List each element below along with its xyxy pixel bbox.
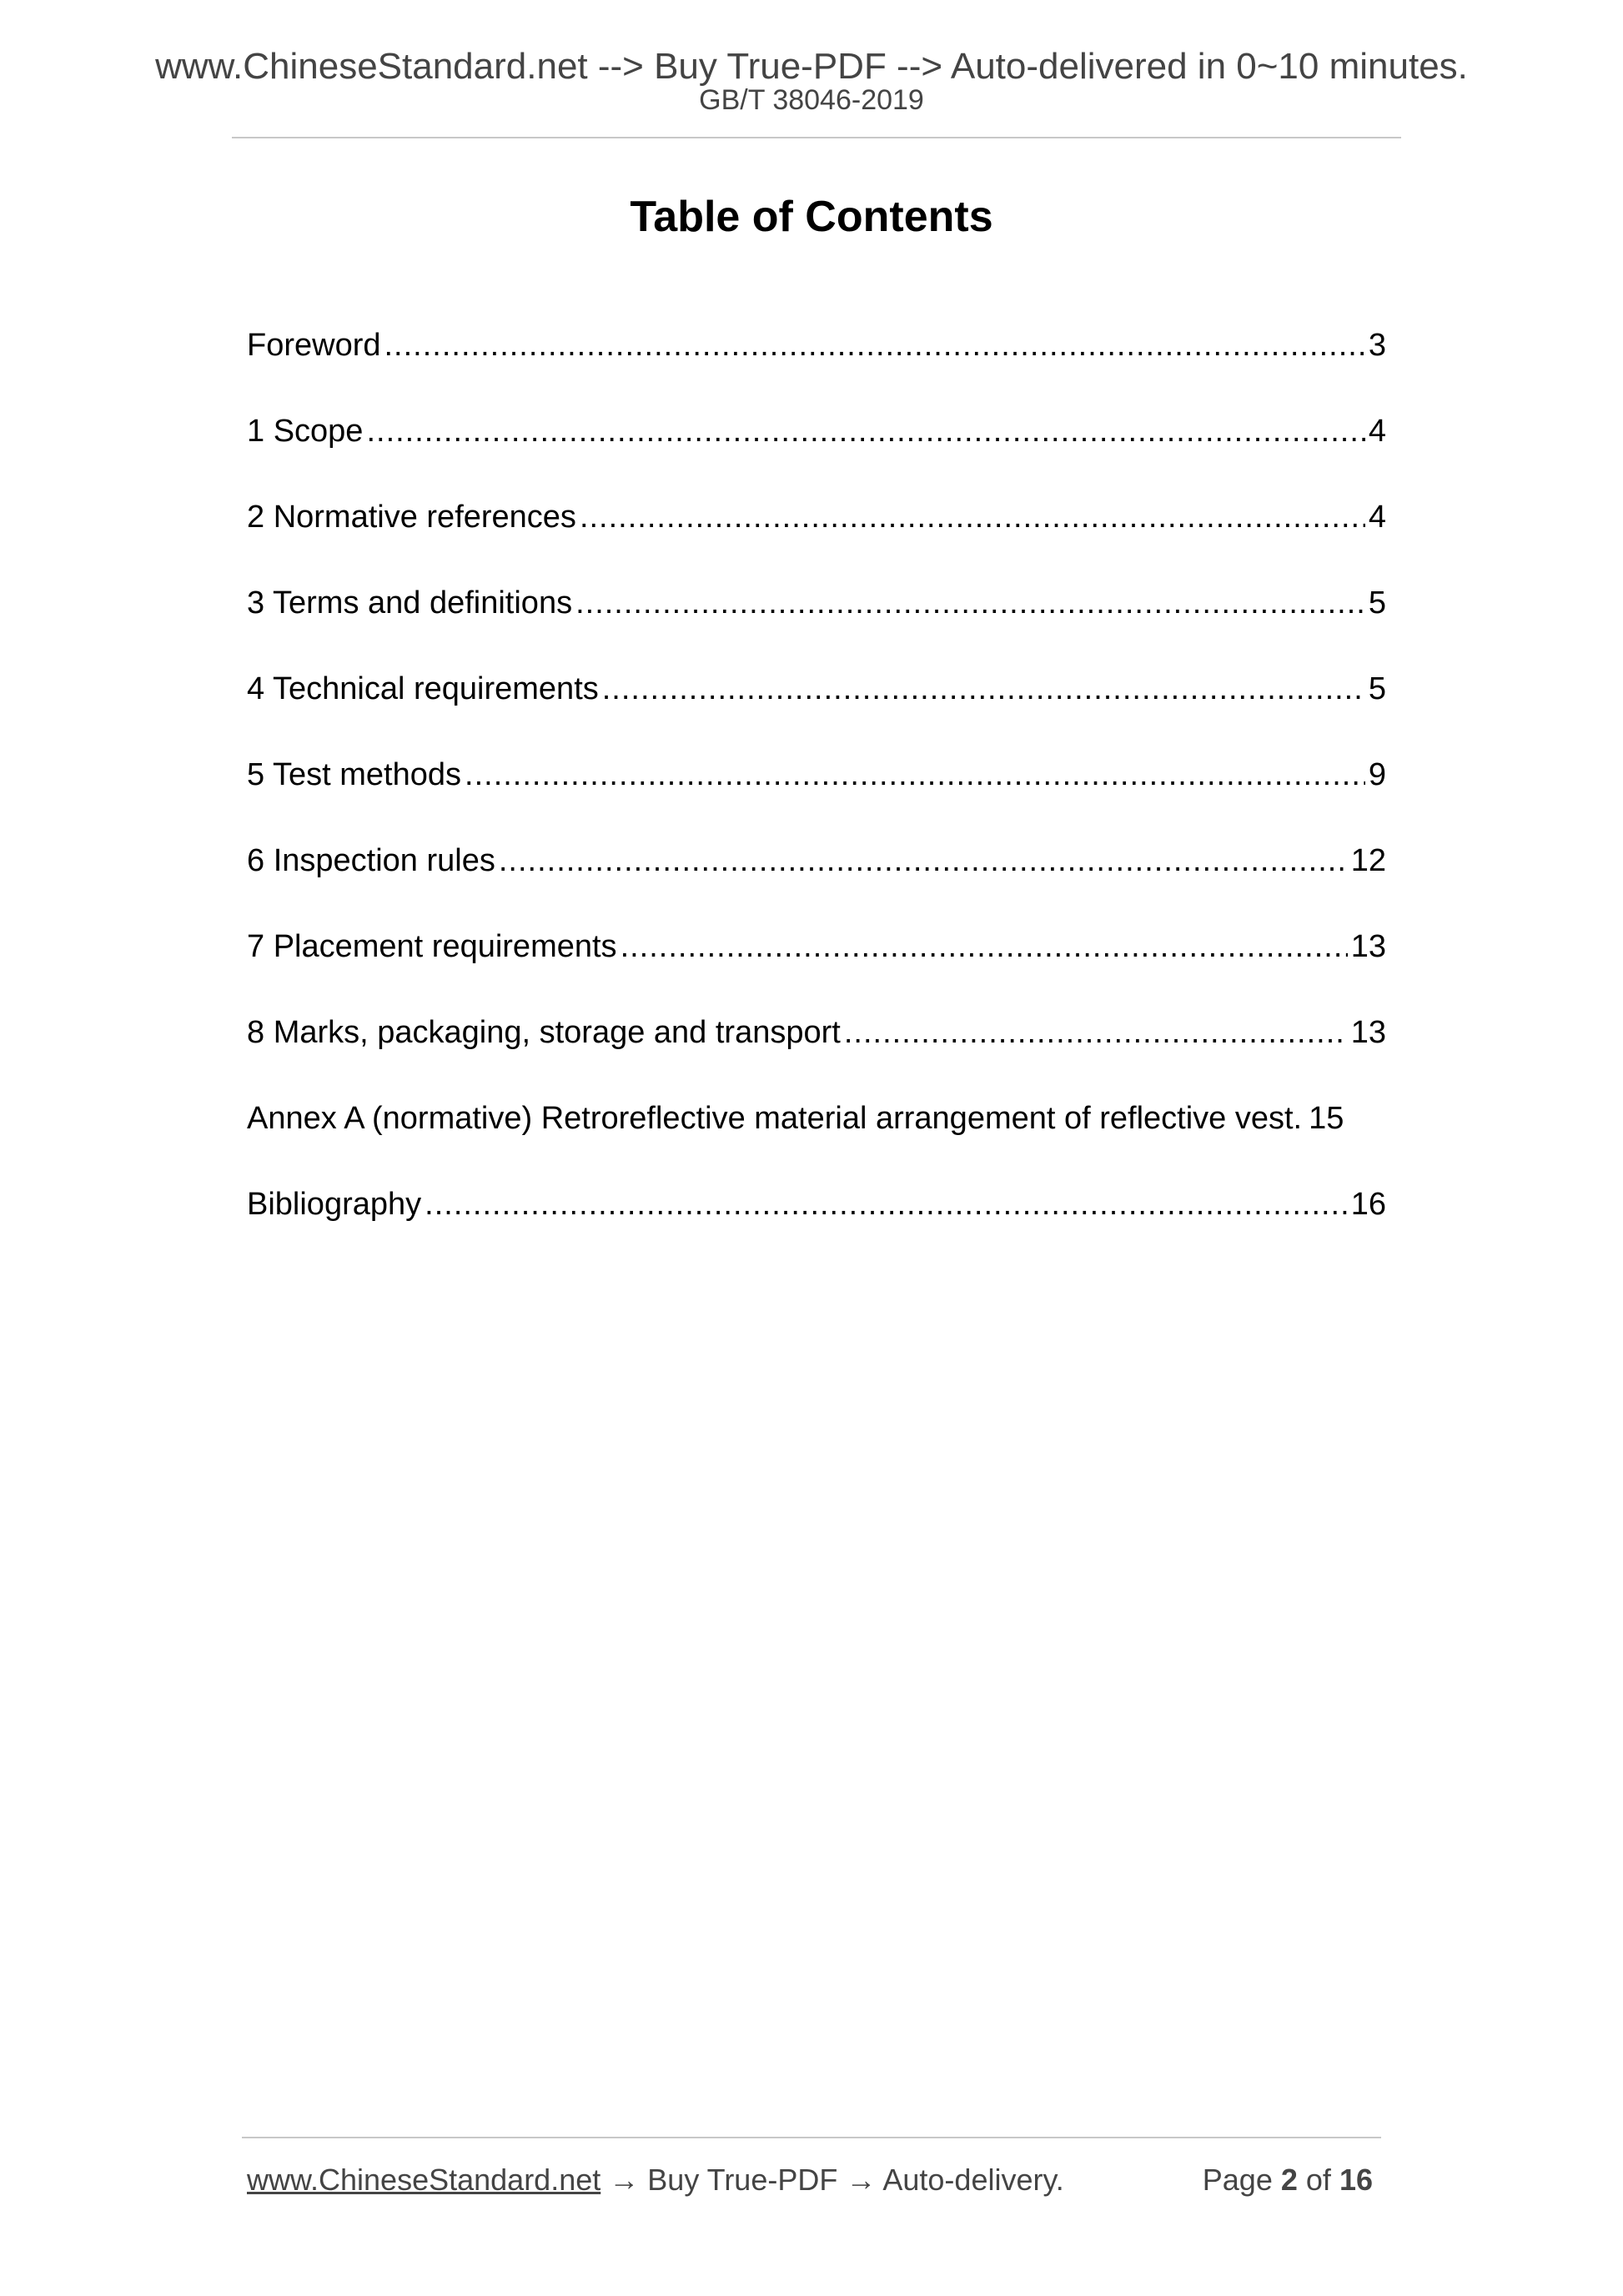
toc-entry-scope[interactable] <box>247 409 1386 495</box>
page-footer <box>247 2160 1381 2200</box>
toc-entry-technical-requirements[interactable] <box>247 667 1386 753</box>
toc-entry-label: Bibliography <box>247 1187 422 1222</box>
toc-entry-label: Foreword <box>247 328 381 363</box>
arrow-right-icon: → <box>609 2163 640 2197</box>
toc-entry-marks-packaging[interactable] <box>247 1011 1386 1097</box>
toc-entry-placement-requirements[interactable] <box>247 925 1386 1011</box>
toc-entry-label: 3 Terms and definitions <box>247 585 573 620</box>
toc-entry-inspection-rules[interactable] <box>247 839 1386 925</box>
toc-entry-test-methods[interactable] <box>247 753 1386 839</box>
auto-delivery-text: Auto-delivery. <box>882 2163 1064 2197</box>
toc-entry-label: 8 Marks, packaging, storage and transport <box>247 1015 841 1050</box>
toc-leader-dots <box>844 1011 1348 1054</box>
table-of-contents <box>247 324 1386 1269</box>
toc-leader-dots <box>580 495 1365 539</box>
toc-leader-dots <box>499 839 1348 882</box>
toc-entry-page: 4 <box>1368 500 1386 535</box>
toc-entry-label: 7 Placement requirements <box>247 929 617 964</box>
toc-entry-terms-definitions[interactable] <box>247 581 1386 667</box>
toc-entry-page: 12 <box>1350 843 1386 878</box>
toc-entry-page: 5 <box>1368 585 1386 620</box>
toc-leader-dots <box>621 925 1348 968</box>
current-page-number: 2 <box>1280 2163 1298 2197</box>
toc-entry-foreword[interactable] <box>247 324 1386 409</box>
page-title: Table of Contents <box>630 193 993 241</box>
buy-true-pdf-text: Buy True-PDF <box>647 2163 838 2197</box>
toc-entry-page: 15 <box>1309 1101 1344 1136</box>
toc-entry-page: 9 <box>1368 757 1386 792</box>
toc-leader-dots <box>575 581 1365 625</box>
toc-entry-page: 13 <box>1350 1015 1386 1050</box>
toc-entry-page: 5 <box>1368 671 1386 706</box>
toc-entry-label: Annex A (normative) Retroreflective material arrangement of reflective vest. <box>247 1101 1303 1136</box>
toc-entry-page: 4 <box>1368 414 1386 449</box>
toc-entry-label: 4 Technical requirements <box>247 671 599 706</box>
toc-entry-label: 2 Normative references <box>247 500 576 535</box>
total-pages-number: 16 <box>1339 2163 1373 2197</box>
website-link[interactable]: www.ChineseStandard.net <box>247 2163 601 2197</box>
toc-entry-page: 3 <box>1368 328 1386 363</box>
toc-entry-label: 5 Test methods <box>247 757 462 792</box>
toc-leader-dots <box>384 324 1365 367</box>
toc-entry-normative-references[interactable] <box>247 495 1386 581</box>
of-word: of <box>1305 2163 1331 2197</box>
toc-entry-page: 13 <box>1350 929 1386 964</box>
footer-promo <box>247 2160 1064 2200</box>
toc-leader-dots <box>602 667 1365 711</box>
toc-entry-bibliography[interactable] <box>247 1183 1386 1269</box>
page-word: Page <box>1202 2163 1273 2197</box>
document-code: GB/T 38046-2019 <box>699 84 924 116</box>
page-indicator <box>1203 2160 1373 2200</box>
arrow-right-icon: → <box>846 2163 877 2197</box>
toc-entry-page: 16 <box>1350 1187 1386 1222</box>
toc-leader-dots <box>425 1183 1348 1226</box>
toc-leader-dots <box>465 753 1365 796</box>
header-divider <box>232 137 1401 138</box>
top-banner: www.ChineseStandard.net --> Buy True-PDF --> Auto-delivered in 0~10 minutes. <box>155 46 1468 87</box>
toc-entry-label: 1 Scope <box>247 414 364 449</box>
footer-divider <box>242 2137 1381 2138</box>
toc-entry-annex-a[interactable] <box>247 1097 1386 1183</box>
toc-leader-dots <box>366 409 1364 453</box>
toc-entry-label: 6 Inspection rules <box>247 843 495 878</box>
